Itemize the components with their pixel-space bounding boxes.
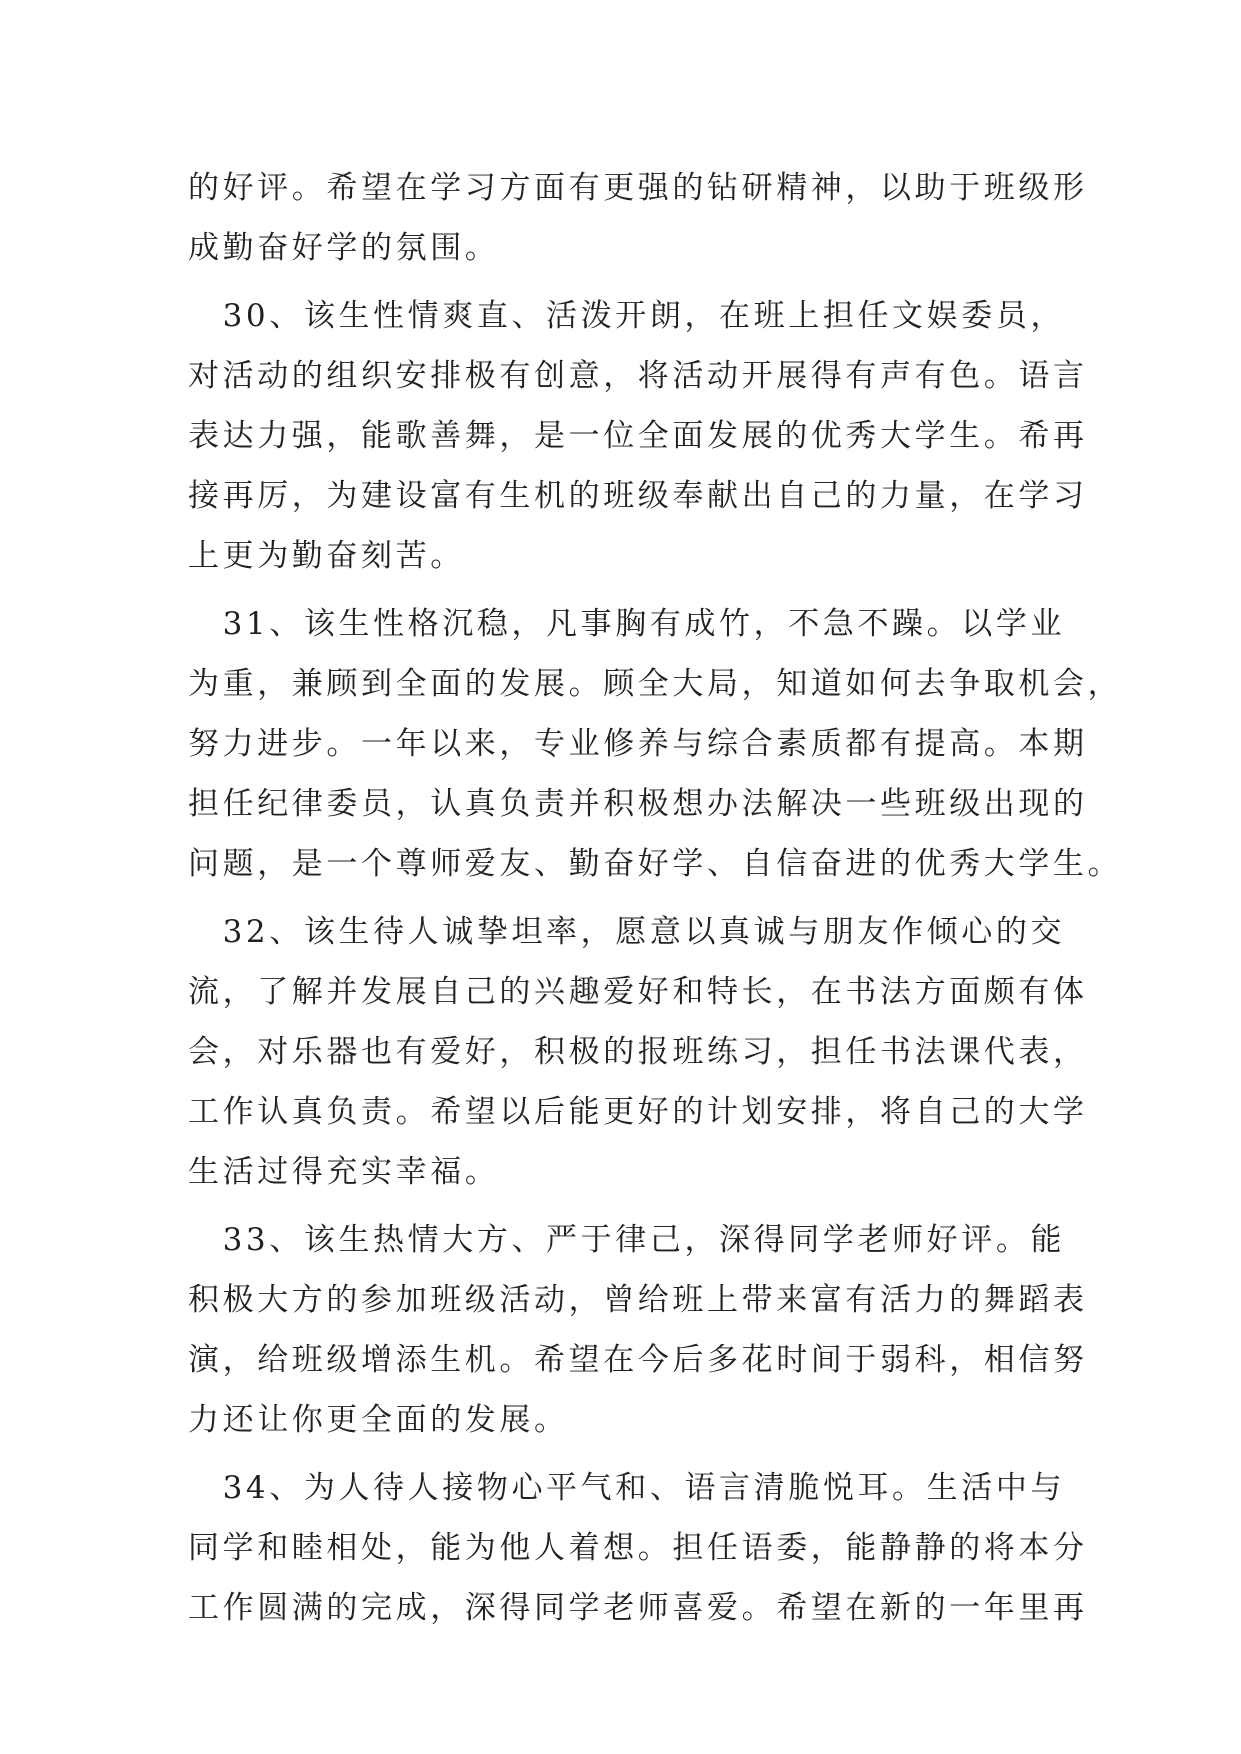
text-line: 30、该生性情爽直、活泼开朗，在班上担任文娱委员，	[188, 298, 1066, 334]
text-line: 成勤奋好学的氛围。	[188, 230, 500, 266]
paragraph-30	[188, 286, 1088, 586]
text-line: 同学和睦相处，能为他人着想。担任语委，能静静的将本分	[188, 1530, 1088, 1566]
text-line: 工作认真负责。希望以后能更好的计划安排，将自己的大学	[188, 1094, 1088, 1130]
paragraph-29-continuation	[188, 158, 1088, 278]
text-line: 担任纪律委员，认真负责并积极想办法解决一些班级出现的	[188, 786, 1088, 822]
text-line: 演，给班级增添生机。希望在今后多花时间于弱科，相信努	[188, 1342, 1088, 1378]
text-line: 的好评。希望在学习方面有更强的钻研精神，以助于班级形	[188, 170, 1088, 206]
text-line: 工作圆满的完成，深得同学老师喜爱。希望在新的一年里再	[188, 1590, 1088, 1626]
text-line: 33、该生热情大方、严于律己，深得同学老师好评。能	[188, 1222, 1066, 1258]
text-line: 上更为勤奋刻苦。	[188, 538, 465, 574]
text-line: 生活过得充实幸福。	[188, 1154, 500, 1190]
text-line: 力还让你更全面的发展。	[188, 1402, 569, 1438]
text-line: 对活动的组织安排极有创意，将活动开展得有声有色。语言	[188, 358, 1088, 394]
paragraph-31	[188, 594, 1123, 894]
paragraph-33	[188, 1210, 1088, 1450]
text-line: 表达力强，能歌善舞，是一位全面发展的优秀大学生。希再	[188, 418, 1088, 454]
paragraph-32	[188, 902, 1088, 1202]
text-line: 努力进步。一年以来，专业修养与综合素质都有提高。本期	[188, 726, 1088, 762]
text-line: 流，了解并发展自己的兴趣爱好和特长，在书法方面颇有体	[188, 974, 1088, 1010]
text-line: 问题，是一个尊师爱友、勤奋好学、自信奋进的优秀大学生。	[188, 846, 1123, 882]
text-line: 积极大方的参加班级活动，曾给班上带来富有活力的舞蹈表	[188, 1282, 1088, 1318]
text-line: 为重，兼顾到全面的发展。顾全大局，知道如何去争取机会，	[188, 666, 1123, 702]
text-line: 34、为人待人接物心平气和、语言清脆悦耳。生活中与	[188, 1470, 1066, 1506]
text-line: 接再厉，为建设富有生机的班级奉献出自己的力量，在学习	[188, 478, 1088, 514]
paragraph-34	[188, 1458, 1088, 1638]
text-line: 会，对乐器也有爱好，积极的报班练习，担任书法课代表，	[188, 1034, 1088, 1070]
text-line: 32、该生待人诚挚坦率，愿意以真诚与朋友作倾心的交	[188, 914, 1066, 950]
text-line: 31、该生性格沉稳，凡事胸有成竹，不急不躁。以学业	[188, 606, 1066, 642]
document-page	[188, 158, 1123, 1638]
